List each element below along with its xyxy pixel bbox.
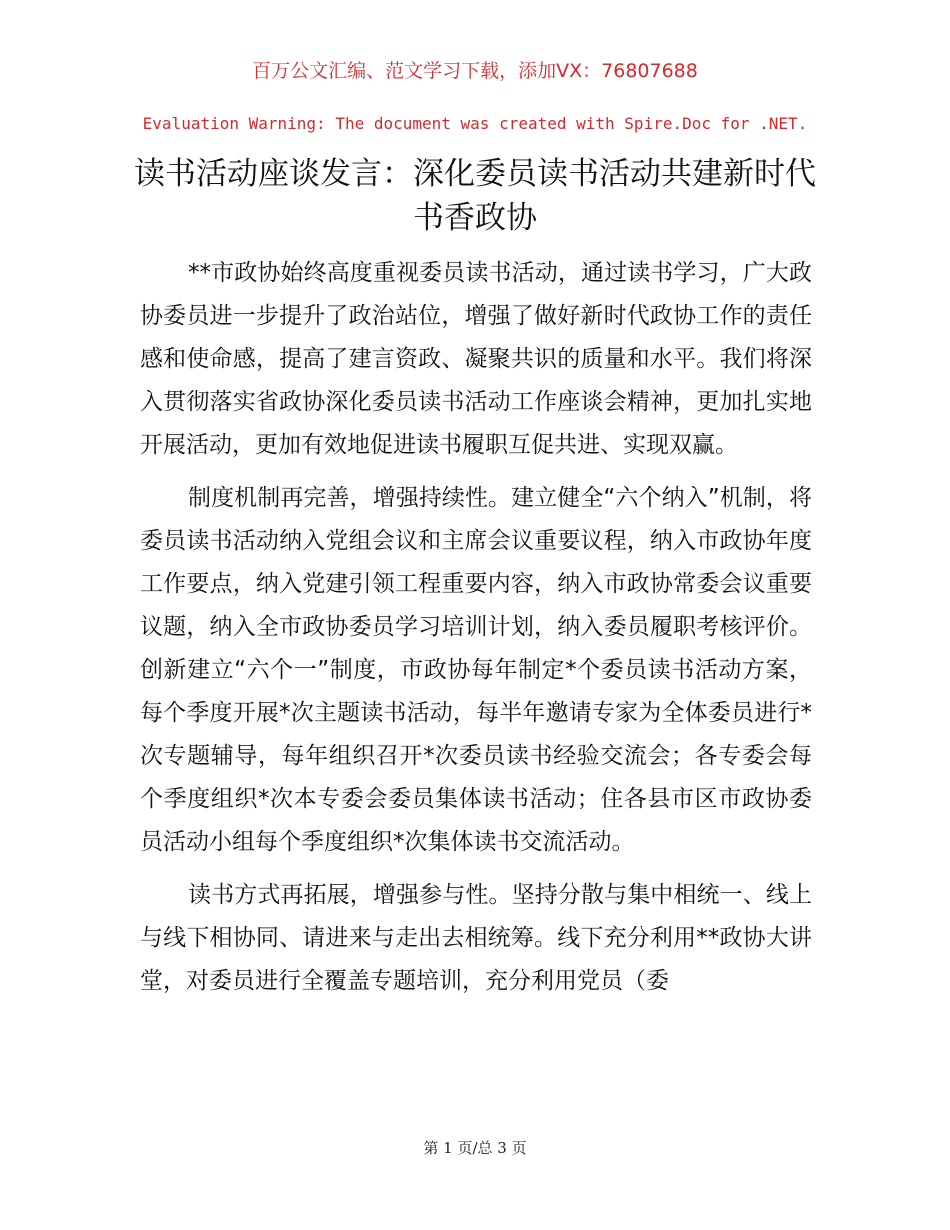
promo-header: 百万公文汇编、范文学习下载，添加VX：76807688 xyxy=(252,60,698,82)
paragraph: **市政协始终高度重视委员读书活动，通过读书学习，广大政协委员进一步提升了政治站位，增强了做好新时代政协工作的责任感和使命感，提高了建言资政、凝聚共识的质量和水平。我们将深入贯彻落实省政协深化委员读书活动工作座谈会精神，更加扎实地开展活动，更加有效地促进读书履职互促共进、实现双赢。 xyxy=(140,260,812,458)
document-body xyxy=(140,252,812,1013)
paragraph: 制度机制再完善，增强持续性。建立健全“六个纳入”机制，将委员读书活动纳入党组会议和主席会议重要议程，纳入市政协年度工作要点，纳入党建引领工程重要内容，纳入市政协常委会议重要议题，纳入全市政协委员学习培训计划，纳入委员履职考核评价。创新建立“六个一”制度，市政协每年制定*个委员读书活动方案，每个季度开展*次主题读书活动，每半年邀请专家为全体委员进行*次专题辅导，每年组织召开*次委员读书经验交流会；各专委会每个季度组织*次本专委会委员集体读书活动；住各县市区市政协委员活动小组每个季度组织*次集体读书交流活动。 xyxy=(140,485,812,855)
document-title: 读书活动座谈发言：深化委员读书活动共建新时代书香政协 xyxy=(134,156,816,236)
paragraph: 读书方式再拓展，增强参与性。坚持分散与集中相统一、线上与线下相协同、请进来与走出去相统筹。线下充分利用**政协大讲堂，对委员进行全覆盖专题培训，充分利用党员（委 xyxy=(140,882,812,994)
evaluation-warning: Evaluation Warning: The document was created with Spire.Doc for .NET. xyxy=(142,114,808,133)
page-number: 第 1 页/总 3 页 xyxy=(423,1139,527,1157)
